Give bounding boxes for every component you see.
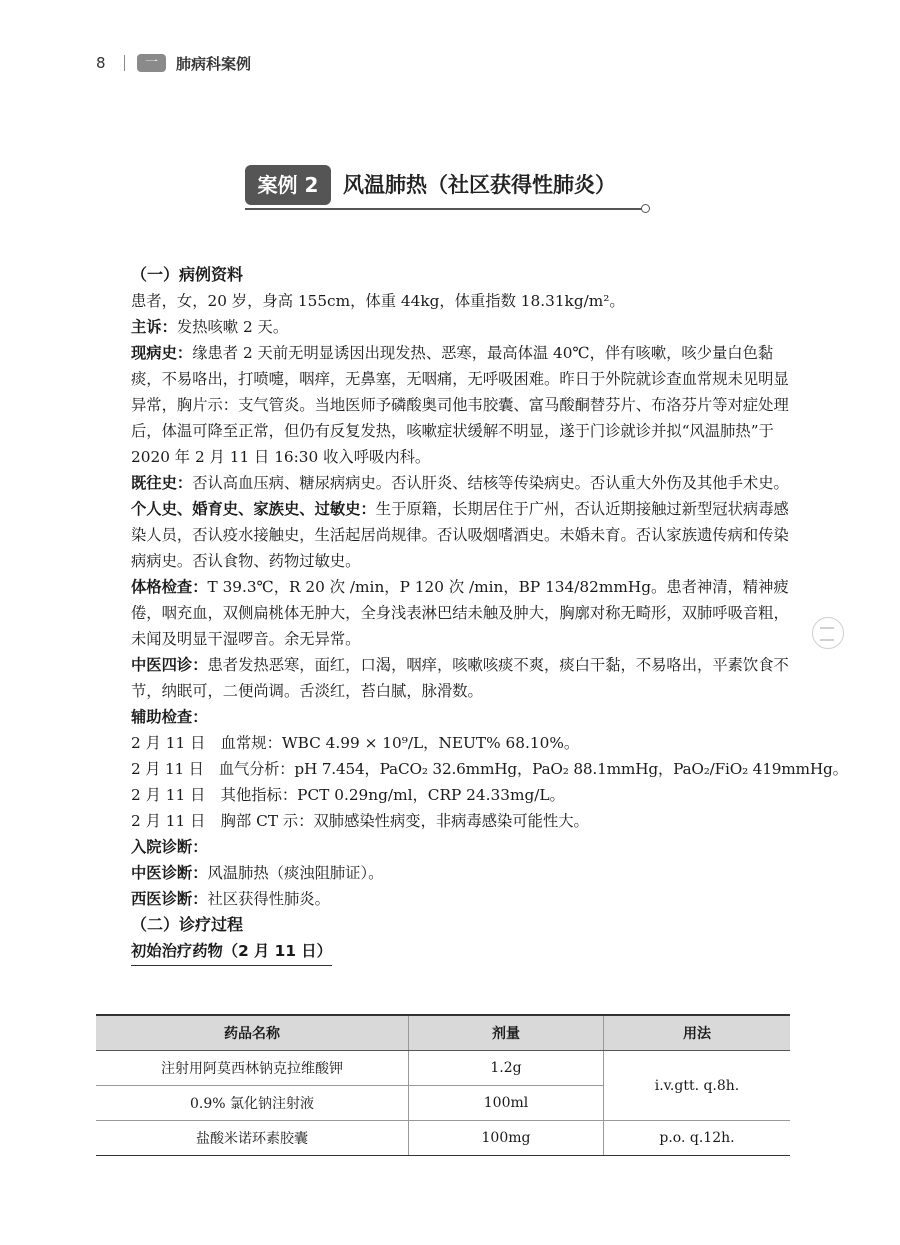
aux-item: 2 月 11 日 其他指标：PCT 0.29ng/ml，CRP 24.33mg/L。: [131, 786, 565, 804]
physical-exam: [131, 574, 791, 652]
label: 中医四诊：: [131, 656, 208, 674]
label: 现病史：: [131, 344, 193, 362]
table-row: [96, 1051, 790, 1086]
case-title: [245, 165, 655, 215]
admission-label: 入院诊断：: [131, 838, 208, 856]
page-number: 8: [96, 54, 106, 72]
col-header-usage: 用法: [604, 1015, 791, 1051]
tcm-diagnosis: [131, 860, 791, 886]
patient-info: 患者，女，20 岁，身高 155cm，体重 44kg，体重指数 18.31kg/m²。: [131, 292, 625, 310]
chapter-mark: 一: [137, 54, 166, 72]
drug-dose: 100mg: [409, 1121, 604, 1156]
section-title: 肺病科案例: [176, 54, 252, 73]
value: 风温肺热（痰浊阻肺证）。: [207, 864, 384, 882]
aux-item: 2 月 11 日 血气分析：pH 7.454，PaCO₂ 32.6mmHg，PaO₂ 88.1mmHg，PaO₂/FiO₂ 419mmHg。: [131, 760, 848, 778]
value: T 39.3℃，R 20 次 /min，P 120 次 /min，BP 134/82mmHg。患者神清，精神疲倦，咽充血，双侧扁桃体无肿大，全身浅表淋巴结未触及肿大，胸廓对称无畸形，双肺呼吸音粗，未闻及明显干湿啰音。余无异常。: [131, 578, 789, 648]
label: 主诉：: [131, 318, 177, 336]
label: 体格检查：: [131, 578, 208, 596]
table-row: [96, 1121, 790, 1156]
chief-complaint: [131, 314, 791, 340]
publisher-logo-icon: [812, 617, 844, 649]
drug-dose: 1.2g: [409, 1051, 604, 1086]
aux-item: 2 月 11 日 血常规：WBC 4.99 × 10⁹/L，NEUT% 68.10%。: [131, 734, 580, 752]
past-history: [131, 470, 791, 496]
label: 中医诊断：: [131, 864, 208, 882]
value: 患者发热恶寒，面红，口渴，咽痒，咳嗽咳痰不爽，痰白干黏，不易咯出，平素饮食不节，纳眠可，二便尚调。舌淡红，苔白腻，脉滑数。: [131, 656, 789, 700]
value: 社区获得性肺炎。: [207, 890, 330, 908]
label: 个人史、婚育史、家族史、过敏史：: [131, 500, 376, 518]
drug-dose: 100ml: [409, 1086, 604, 1121]
value: 否认高血压病、糖尿病病史。否认肝炎、结核等传染病史。否认重大外伤及其他手术史。: [192, 474, 789, 492]
page-header: [96, 52, 251, 74]
title-underline-dot: [641, 204, 650, 213]
drug-usage: p.o. q.12h.: [604, 1121, 791, 1156]
present-illness: [131, 340, 791, 470]
section-heading-case-data: （一）病例资料: [131, 265, 244, 284]
initial-drugs-subheading: 初始治疗药物（2 月 11 日）: [131, 938, 332, 966]
col-header-dose: 剂量: [409, 1015, 604, 1051]
wm-diagnosis: [131, 886, 791, 912]
drug-name: 0.9% 氯化钠注射液: [96, 1086, 409, 1121]
label: 既往史：: [131, 474, 193, 492]
value: 发热咳嗽 2 天。: [176, 318, 289, 336]
drug-name: 注射用阿莫西林钠克拉维酸钾: [96, 1051, 409, 1086]
table-header-row: [96, 1015, 790, 1051]
personal-history: [131, 496, 791, 574]
subheading-row: [131, 938, 791, 966]
case-content: [131, 262, 848, 966]
aux-exam-label: 辅助检查：: [131, 708, 208, 726]
drug-table: [96, 1014, 790, 1156]
section-heading-treatment: （二）诊疗过程: [131, 915, 244, 934]
header-divider: [124, 55, 125, 71]
aux-item: 2 月 11 日 胸部 CT 示：双肺感染性病变，非病毒感染可能性大。: [131, 812, 589, 830]
drug-usage: i.v.gtt. q.8h.: [604, 1051, 791, 1121]
value: 生于原籍，长期居住于广州，否认近期接触过新型冠状病毒感染人员，否认疫水接触史，生活起居尚规律。否认吸烟嗜酒史。未婚未育。否认家族遗传病和传染病病史。否认食物、药物过敏史。: [131, 500, 789, 570]
case-badge: 案例 2: [245, 165, 331, 205]
value: 缘患者 2 天前无明显诱因出现发热、恶寒，最高体温 40℃，伴有咳嗽，咳少量白色黏痰，不易咯出，打喷嚏，咽痒，无鼻塞，无咽痛，无呼吸困难。昨日于外院就诊查血常规未见明显异常，胸片示：支气管炎。当地医师予磷酸奥司他韦胶囊、富马酸酮替芬片、布洛芬片等对症处理后，体温可降至正常，但仍有反复发热，咳嗽症状缓解不明显，遂于门诊就诊并拟“风温肺热”于 2020 年 2 月 11 日 16:30 收入呼吸内科。: [131, 344, 789, 466]
col-header-drug: 药品名称: [96, 1015, 409, 1051]
label: 西医诊断：: [131, 890, 208, 908]
drug-name: 盐酸米诺环素胶囊: [96, 1121, 409, 1156]
tcm-four-diagnostics: [131, 652, 791, 704]
case-title-text: 风温肺热（社区获得性肺炎）: [343, 173, 616, 197]
title-underline: [245, 208, 643, 210]
